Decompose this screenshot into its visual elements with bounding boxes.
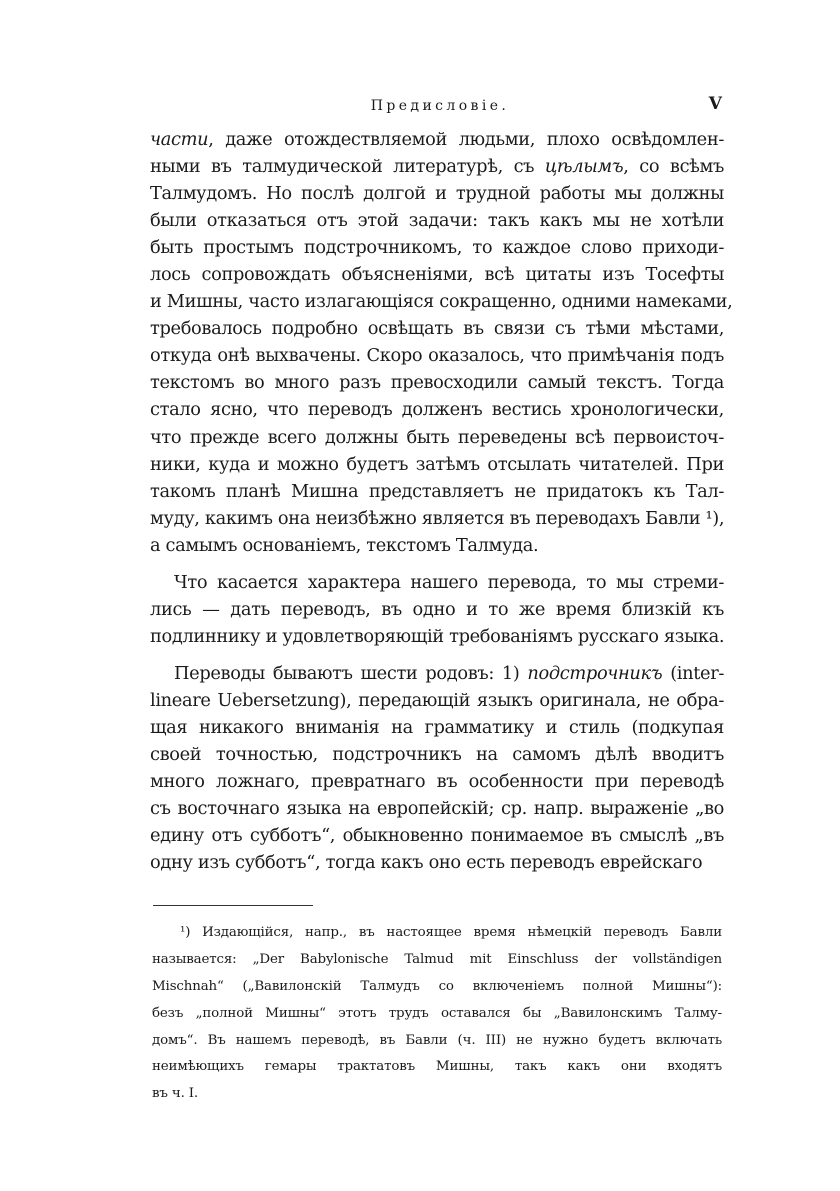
text-segment: откуда онѣ выхвачены. Скоро оказалось, что примѣчанія подъ [150, 345, 724, 367]
text-segment: Талмудомъ. Но послѣ долгой и трудной работы мы должны [150, 183, 724, 205]
text-segment: требовалось подробно освѣщать въ связи съ тѣми мѣстами, [150, 318, 724, 340]
text-line [150, 714, 724, 741]
text-line [150, 687, 724, 714]
text-segment: (inter- [662, 662, 725, 684]
text-segment: одну изъ субботъ“, тогда какъ оно есть переводъ еврейскаго [150, 852, 703, 874]
text-line [150, 451, 724, 478]
text-line [150, 369, 724, 396]
text-segment: ники, куда и можно будетъ затѣмъ отсылать читателей. При [150, 453, 724, 475]
text-line [150, 795, 724, 822]
text-segment: быть простымъ подстрочникомъ, то каждое слово приходи- [150, 237, 724, 259]
text-line [150, 424, 724, 451]
text-segment: ными въ талмудической литературѣ, съ [150, 156, 545, 178]
text-segment: , даже отождествляемой людьми, плохо освѣдомлен- [208, 129, 724, 150]
text-segment: муду, какимъ она неизбѣжно является въ переводахъ Бавли ¹), [150, 507, 725, 529]
text-line [150, 180, 724, 207]
text-line [150, 153, 724, 180]
text-segment: Переводы бываютъ шести родовъ: 1) [174, 662, 528, 684]
text-segment: подлиннику и удовлетворяющій требованіямъ русскаго языка. [150, 625, 725, 647]
text-line [150, 822, 724, 849]
text-segment: были отказаться отъ этой задачи: такъ какъ мы не хотѣли [150, 210, 724, 232]
running-title: Предисловіе. [370, 98, 510, 114]
text-line [150, 396, 724, 423]
body-text [150, 126, 733, 876]
text-line [150, 660, 724, 687]
footnote [152, 920, 722, 1108]
text-line [150, 596, 724, 623]
text-line [150, 569, 724, 596]
paragraph-3 [150, 660, 724, 876]
text-line [150, 288, 733, 315]
footnote-line: Mischnah“ („Вавилонскій Талмудъ со включеніемъ полной Мишны“): [152, 978, 722, 994]
footnote-line: безъ „полной Мишны“ этотъ трудъ оставался бы „Вавилонскимъ Талму- [152, 1005, 722, 1021]
text-segment: съ восточнаго языка на европейскій; ср. напр. выраженіе „во [150, 798, 724, 820]
footnote-line: ¹) Издающійся, напр., въ настоящее время нѣмецкій переводъ Бавли [180, 925, 722, 940]
italic-term: цѣлымъ [544, 156, 624, 178]
text-line [150, 315, 724, 342]
text-segment: а самымъ основаніемъ, текстомъ Талмуда. [150, 534, 539, 556]
text-line [150, 741, 724, 768]
text-line [150, 261, 724, 288]
text-line [150, 126, 724, 153]
text-segment: стало ясно, что переводъ долженъ вестись хронологически, [150, 399, 724, 421]
text-segment: много ложнаго, превратнаго въ особенности при переводѣ [150, 771, 724, 793]
text-line [150, 342, 724, 369]
page-number: V [708, 94, 722, 114]
text-segment: щая никакого вниманія на грамматику и стиль (подкупая [150, 716, 724, 738]
text-line [150, 768, 724, 795]
text-segment: что прежде всего должны быть переведены всѣ первоисточ- [150, 426, 724, 448]
text-segment: и Мишны, часто излагающіяся сокращенно, одними намеками, [150, 291, 733, 313]
page-header [150, 94, 730, 124]
footnote-line: называется: „Der Babylonische Talmud mit Einschluss der vollständigen [152, 951, 722, 967]
footnote-line: въ ч. I. [152, 1086, 199, 1102]
footnote-separator [153, 905, 313, 906]
italic-term: подстрочникъ [527, 662, 663, 684]
text-segment: такомъ планѣ Мишна представляетъ не придатокъ къ Тал- [150, 480, 724, 502]
text-segment: лись — дать переводъ, въ одно и то же время близкій къ [150, 598, 724, 620]
text-line [150, 478, 724, 505]
text-segment: своей точностью, подстрочникъ на самомъ дѣлѣ вводитъ [150, 744, 724, 766]
footnote-line: домъ“. Въ нашемъ переводѣ, въ Бавли (ч. III) не нужно будетъ включать [152, 1032, 722, 1048]
text-line [150, 505, 724, 532]
text-segment: лось сопровождать объясненіями, всѣ цитаты изъ Тосефты [150, 264, 724, 286]
text-line [150, 849, 724, 876]
paragraph-2 [150, 569, 724, 650]
paragraph-1 [150, 126, 733, 559]
text-line [150, 532, 724, 559]
italic-term: части [150, 129, 209, 150]
text-segment: Что касается характера нашего перевода, то мы стреми- [174, 571, 724, 593]
text-line [150, 207, 724, 234]
text-line [150, 623, 724, 650]
text-segment: текстомъ во много разъ превосходили самый текстъ. Тогда [150, 372, 724, 394]
text-segment: , со всѣмъ [623, 156, 724, 178]
text-line [150, 234, 724, 261]
text-segment: lineare Uebersetzung), передающій языкъ оригинала, не обра- [150, 689, 724, 711]
text-segment: едину отъ субботъ“, обыкновенно понимаемое въ смыслѣ „въ [150, 825, 724, 847]
footnote-line: неимѣющихъ гемары трактатовъ Мишны, такъ какъ они входятъ [152, 1059, 722, 1075]
